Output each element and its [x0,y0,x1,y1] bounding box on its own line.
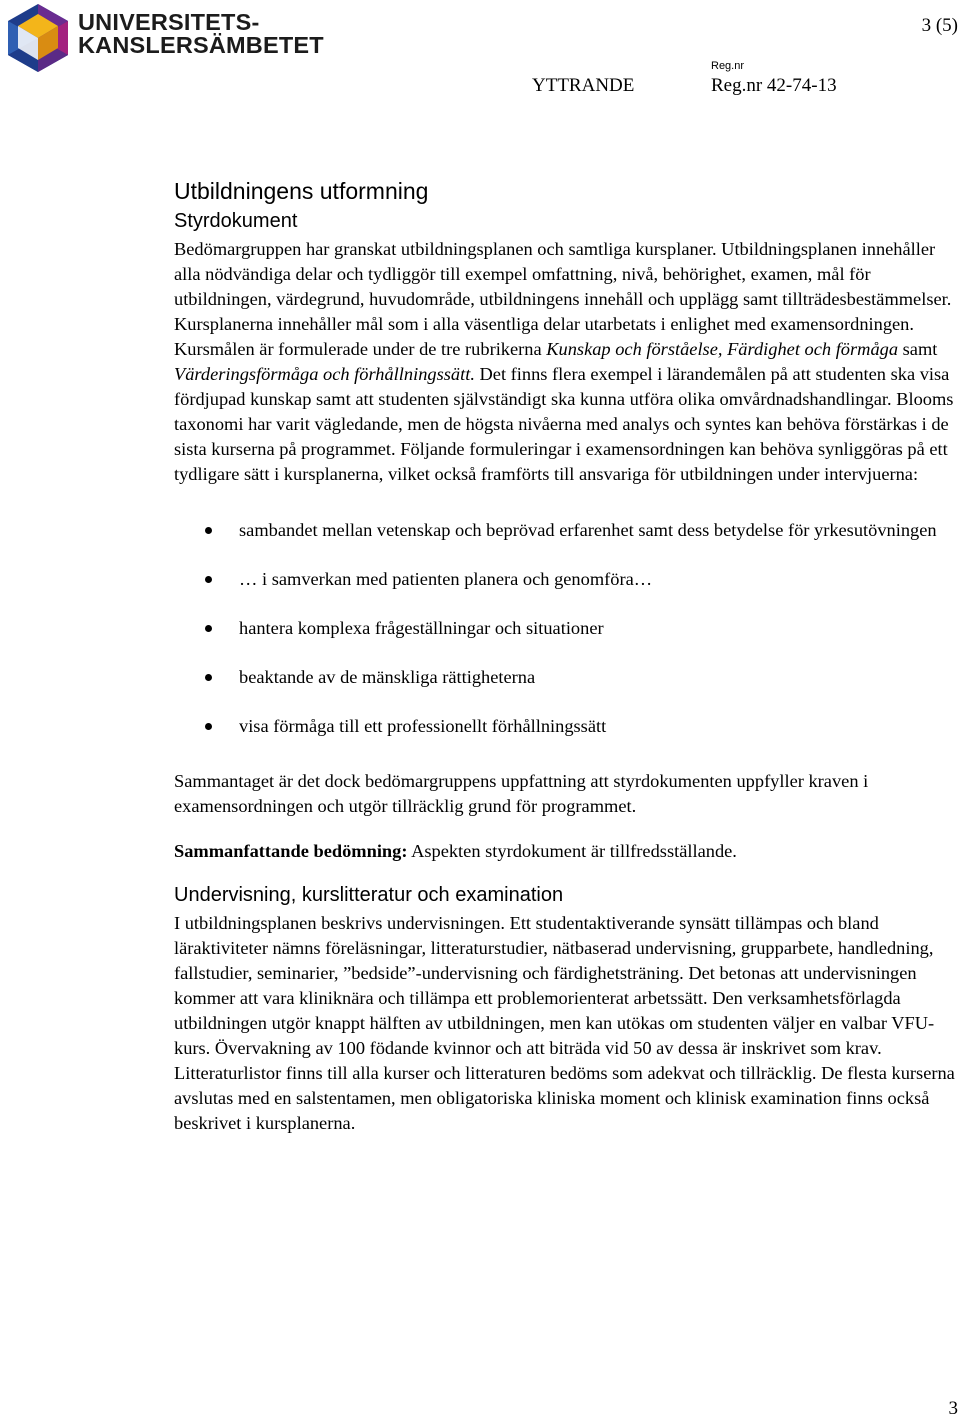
italic-rubrics: Kunskap och förståelse, Färdighet och förmåga [546,339,899,359]
logo-wordmark [78,11,324,57]
list-item: visa förmåga till ett professionellt förhållningssätt [174,713,960,739]
section-title: Utbildningens utformning [174,178,429,204]
body-paragraph: I utbildningsplanen beskrivs undervisningen. Ett studentaktiverande synsätt tillämpas och bland läraktiviteter nämns föreläsningar, litteraturstudier, nätbaserad undervisning, grupparbete, handledning, fallstudier, seminarier, ”bedside”-undervisning och färdighetsträning. Det betonas att undervisningen kommer att vara kliniknära och tillämpa ett problemorienterat arbetssätt. Den verksamhetsförlagda utbildningen utgör knappt hälften av utbildningen, men kan utökas om studenten väljer en valbar VFU-kurs. Övervakning av 100 födande kvinnor och att biträda vid 50 av dessa är inskrivet som krav. Litteraturlistor finns till alla kurser och litteraturen bedöms som adekvat och tillräcklig. De flesta kurserna avslutas med en salstentamen, men obligatoriska kliniska moment och klinisk examination finns också beskrivet i kursplanerna. [174,913,955,1133]
list-item: beaktande av de mänskliga rättigheterna [174,664,960,690]
body-paragraph: Sammantaget är det dock bedömargruppens uppfattning att styrdokumenten uppfyller kraven i examensordningen och utgör tillräcklig grund för programmet. [174,771,869,816]
paragraph-text: Det finns flera exempel i lärandemålen på att studenten ska visa fördjupad kunskap samt att studenten självständigt ska kunna utföra olika omvårdnadshandlingar. Blooms taxonomi har varit vägledande, men de högsta nivåerna med analys och syntes kan behöva förstärkas i de sista kurserna på programmet. Följande formuleringar i examensordningen kan behöva synliggöras på ett tydligare sätt i kursplanerna, vilket också framförts till ansvariga för utbildningen under intervjuerna: [174,364,954,484]
logo-line-1: UNIVERSITETS- [78,9,260,35]
paragraph-text: samt [898,339,938,359]
list-item: … i samverkan med patienten planera och genomföra… [174,566,960,592]
summary-label: Sammanfattande bedömning: [174,841,408,861]
uka-emblem-icon [2,2,74,74]
registration-number: Reg.nr 42-74-13 [711,75,837,96]
summary-text: Aspekten styrdokument är tillfredsställande. [407,841,737,861]
page-indicator: 3 (5) [921,15,958,36]
logo-line-2: KANSLERSÄMBETET [78,32,324,58]
body-paragraph [174,237,960,487]
paragraph-text: Bedömargruppen har granskat utbildningsplanen och samtliga kursplaner. Utbildningsplanen innehåller alla nödvändiga delar och tydliggör till exempel omfattning, nivå, behörighet, examen, mål för utbildningen, värdegrund, huvudområde, utbildningens innehåll och upplägg samt tillträdesbestämmelser. Kursplanerna innehåller mål som i alla väsentliga delar utarbetats i enlighet med examensordningen. Kursmålen är formulerade under de tre rubrikerna [174,239,952,359]
summary-assessment [174,839,960,864]
subsection-title: Undervisning, kurslitteratur och examination [174,884,564,906]
document-type: YTTRANDE [532,75,635,96]
bullet-list [174,517,960,739]
document-body [174,176,960,1136]
footer-page-number: 3 [948,1398,958,1419]
uka-logo [0,0,324,76]
italic-rubric: Värderingsförmåga och förhållningssätt. [174,364,475,384]
list-item: hantera komplexa frågeställningar och situationer [174,615,960,641]
regnr-label: Reg.nr [711,60,745,72]
list-item: sambandet mellan vetenskap och beprövad erfarenhet samt dess betydelse för yrkesutövningen [174,517,960,543]
subsection-title: Styrdokument [174,210,298,232]
